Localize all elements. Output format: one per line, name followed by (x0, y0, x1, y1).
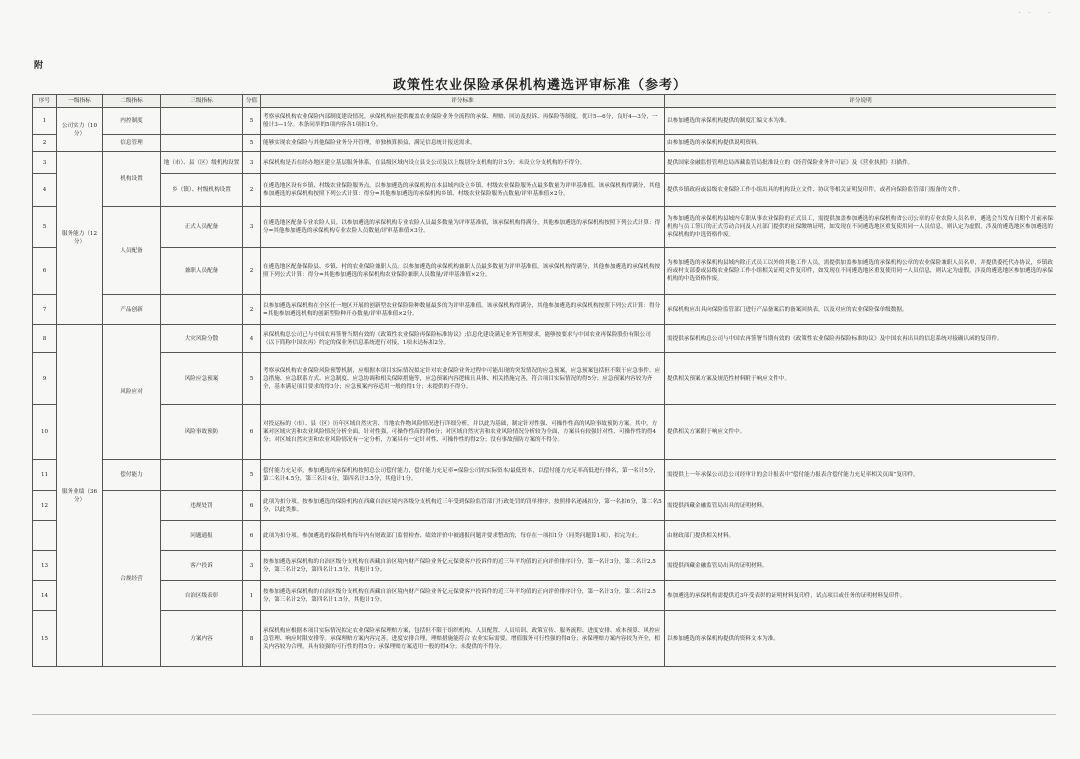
scoring-criteria: 承保机构是否在经办地区建立基层服务体系，在县级区域内设立县支公司及以上级别分支机构的计3分；未设立分支机构的不得分。 (261, 152, 665, 174)
criteria-table-container (32, 94, 1056, 684)
scoring-note: 由财政部门提供相关材料。 (665, 521, 1057, 551)
criteria-table (32, 94, 1056, 667)
header-cell: 评分标准 (261, 95, 665, 108)
scoring-criteria: 承保机构总公司已与中国农再签署当期有效的《政策性农业保险再保险标准协议》;信息化建设满足业务管理要求，能够按要求与中国农业再保险股份有限公司（以下简称中国农再）约定的保业务信息系统进行对接，1项未达标扣2分。 (261, 325, 665, 353)
row-number: 13 (33, 551, 57, 581)
level2-indicator: 人员配备 (103, 207, 161, 295)
table-row (33, 551, 1057, 581)
level3-indicator (161, 460, 243, 491)
scoring-note: 需提供承保机构总公司与中国农再签署当期有效的《政策性农业保险再保险标准协议》及中国农再出具的信息系统对接确认函的复印件。 (665, 325, 1057, 353)
level2-indicator: 信息管理 (103, 135, 161, 152)
table-row (33, 521, 1057, 551)
row-number: 14 (33, 581, 57, 611)
row-number: 10 (33, 405, 57, 460)
level2-indicator: 产品创新 (103, 295, 161, 325)
table-row (33, 581, 1057, 611)
level3-indicator: 问题通报 (161, 521, 243, 551)
header-cell: 三级指标 (161, 95, 243, 108)
scoring-criteria: 在遴选地区配备保险县、乡镇、村的农业保险兼职人员。以参加遴选的承保机构兼职人员最多数量为评审基准值，该承保机构得满分，其他参加遴选的承保机构按照下列公式计算：得分=其他参加遴选的承保机构农业保险兼职人员数量/评审基准值×2分。 (261, 248, 665, 295)
level3-indicator: 兼职人员配备 (161, 248, 243, 295)
level3-indicator: 自治区级表彰 (161, 581, 243, 611)
level2-indicator: 偿付能力 (103, 460, 161, 491)
header-cell: 评分说明 (665, 95, 1057, 108)
scoring-note: 需提供上一年承保公司总公司经审计的会计报表中“偿付能力报表含偿付能力充足率相关页面”复印件。 (665, 460, 1057, 491)
score-value: 3 (243, 207, 261, 248)
level3-indicator: 风险事故预防 (161, 405, 243, 460)
row-number: 1 (33, 108, 57, 135)
table-row (33, 325, 1057, 353)
level2-indicator: 内控制度 (103, 108, 161, 135)
level3-indicator: 违规处罚 (161, 491, 243, 521)
scoring-criteria: 承保机构应根据本项目实际情况拟定农业保险承保理赔方案，包括但不限于组织机构、人员配置、人员培训、政策宣传、服务流程、进度安排、成本预算、风控应急管理、响应时限安排等。承保理赔方案内容完善，进度安排合理，理赔措施能符合 农业实际需要，增值服务可行性强的得8分；承保理赔方案内容较为齐全，相关内容较为合理，具有较强的可行性的得5分；承保理赔方案适用一般的得4分；未提供的不得分。 (261, 611, 665, 667)
scoring-note: 为参加遴选的承保机构县域内专职从事农业保险的正式员工，需提供加盖参加遴选的承保机构省公司公章的专业农险人员名单，遴选会当发布日期个月前承保机构与员工签订的正式劳动合同及人社部门提供的社保缴纳证明，如发现在不同遴选地区重复使用同一人员信息，则认定为虚假，涉及的遴选地区参加遴选的承保机构的中选资格作废。 (665, 207, 1057, 248)
score-value: 2 (243, 174, 261, 207)
row-number: 12 (33, 491, 57, 521)
level3-indicator (161, 135, 243, 152)
table-row (33, 460, 1057, 491)
level3-indicator (161, 108, 243, 135)
table-row (33, 491, 1057, 521)
scoring-criteria: 能够实现农业保险与其他保险业务分开管理，单独核算损益，满足信息统计报送需求。 (261, 135, 665, 152)
scoring-criteria: 考察承保机构农业保险内部制度建设情况。承保机构应提供覆盖农业保险业务全流程的承保、理赔、回访及投诉、再保险等制度。优计5—6分，良好4—3分，一般计3—1分。本条同举的5项内容各1项扣1分。 (261, 108, 665, 135)
level1-indicator: 服务业绩（36分） (57, 325, 103, 667)
table-row (33, 353, 1057, 405)
level3-indicator: 客户投诉 (161, 551, 243, 581)
scoring-criteria: 此项为扣分项。参加遴选的保险机构每年内有财政部门监督检查、绩效评价中被通报问题并要求整改的，每存在一项扣1分（同类问题算1项），扣完为止。 (261, 521, 665, 551)
score-value: 2 (243, 248, 261, 295)
level3-indicator: 乡（镇）、村级机构设置 (161, 174, 243, 207)
row-number: 4 (33, 174, 57, 207)
level1-indicator: 服务能力（12分） (57, 152, 103, 325)
level2-indicator: 机构设置 (103, 152, 161, 207)
scoring-criteria: 考察承保机构农业保险风险预警机制，应根据本项目实际情况拟定针对农业保险业务过程中可能出现的突发情况的应急预案，应急预案包括但不限于应急事件、应急措施、应急联系方式、应急制度、应急协调和相关保障措施等，应急预案内容逻辑且具体、相关措施完善，符合项目实际情况的得5分；应急预案内容较为齐全，基本满足项目要求的得3分；应急预案内容适用一般的得1分；未提供的不得分。 (261, 353, 665, 405)
scoring-note: 提供相关预案方案及规范性材料附于响应文件中。 (665, 353, 1057, 405)
table-row (33, 152, 1057, 174)
score-value: 5 (243, 353, 261, 405)
scoring-note: 提供相关方案附于响应文件中。 (665, 405, 1057, 460)
score-value: 2 (243, 295, 261, 325)
level3-indicator: 正式人员配备 (161, 207, 243, 248)
score-value: 5 (243, 108, 261, 135)
score-value: 5 (243, 135, 261, 152)
row-number: 3 (33, 152, 57, 174)
header-cell: 序号 (33, 95, 57, 108)
scoring-note: 提供乡镇政府或县级农业保险工作小组出具的机构设立文件、协议等相关证明复印件，或者向保险监管部门报备的文件。 (665, 174, 1057, 207)
table-row (33, 405, 1057, 460)
scoring-note: 参加遴选的承保机构需提供近3年受表彰的证明材料复印件，试点项目或任务的证明材料复印件。 (665, 581, 1057, 611)
score-value: 4 (243, 325, 261, 353)
score-value: 1 (243, 581, 261, 611)
row-number: 8 (33, 325, 57, 353)
row-number: 2 (33, 135, 57, 152)
table-row (33, 611, 1057, 667)
scoring-note: 需提供西藏金融监管局出具的证明材料。 (665, 491, 1057, 521)
annex-label: 附 (34, 61, 44, 71)
scoring-note: 以参加遴选的承保机构提供的资料文本为准。 (665, 611, 1057, 667)
table-row (33, 135, 1057, 152)
header-cell: 一级指标 (57, 95, 103, 108)
header-cell: 二级指标 (103, 95, 161, 108)
scoring-criteria: 按参加遴选承保机构的自治区级分支机构在西藏自治区境内财产保险业务亿元保费客户投诉件的近三年平均值的正向评价排序计分，第一名计3分，第二名计2.5分，第三名计2分，第四名计1.5分，其他计1分。 (261, 581, 665, 611)
document-title: 政策性农业保险承保机构遴选评审标准（参考） (392, 78, 687, 93)
level2-indicator: 合规经营 (103, 491, 161, 667)
scoring-criteria: 对投运标的（市）、县（区）历年区域自然灾害、当地农作物风险情况进行详细分析，并以此为基础，制定针对性强、可操作性高的风险事故预防方案。其中，方案对区域灾害和农业风险情况分析全面，针对性强，可操作性高的得6分；对区域自然灾害和农业风险情况分析较为全面，方案具有较强针对性、可操作性的得4分；对区域自然灾害和农业风险情况有一定分析，方案具有一定针对性、可操作性的得2分；没有事故预防方案的不得分。 (261, 405, 665, 460)
row-number: 9 (33, 353, 57, 405)
scoring-note: 由参加遴选的承保机构提供说明资料。 (665, 135, 1057, 152)
scoring-criteria: 在遴选地区配备专业农险人员。以参加遴选的承保机构专业农险人员最多数量为评审基准值，该承保机构得满分，其他参加遴选的承保机构按照下列公式计算：得分=其他参加遴选的承保机构专业农险人员数量/评审基准值×3分。 (261, 207, 665, 248)
score-value: 6 (243, 405, 261, 460)
row-number (33, 521, 57, 551)
scoring-note: 承保机构应出具向保险监管部门进行产品备案后的备案回执表，以及对应的农业保险保单级数据。 (665, 295, 1057, 325)
scoring-criteria: 偿付能力充足率，参加遴选的承保机构按照总公司偿付能力，偿付能力充足率=保险公司的实际资本/最低资本，以偿付能力充足率高低进行排名，第一名计5分，第二名计4.5分，第三名计4分，第四名计3.5分，其他计1分。 (261, 460, 665, 491)
scoring-criteria: 在遴选地区设有乡镇、村级农业保险服务点。以参加遴选的承保机构在本县域内设立乡镇、村级农业保险服务点最多数量为评审基准值，该承保机构得满分，其他参加遴选的承保机构按照下列公式计算：得分=其他参加遴选的承保机构乡镇、村级农业保险服务点数量/评审基准值×2分。 (261, 174, 665, 207)
scoring-note: 提供国家金融监督管理总局西藏监管局批准设立的《经营保险业务许可证》及《营业执照》扫描件。 (665, 152, 1057, 174)
level3-indicator: 风险应急预案 (161, 353, 243, 405)
page-number-mark: ·· · (1018, 10, 1058, 17)
level1-indicator: 公司实力（10分） (57, 108, 103, 152)
score-value: 3 (243, 551, 261, 581)
table-row (33, 108, 1057, 135)
score-value: 6 (243, 521, 261, 551)
row-number: 11 (33, 460, 57, 491)
table-row (33, 174, 1057, 207)
row-number: 15 (33, 611, 57, 667)
level3-indicator (161, 295, 243, 325)
table-header-row (33, 95, 1057, 108)
row-number: 6 (33, 248, 57, 295)
row-number: 7 (33, 295, 57, 325)
score-value: 5 (243, 460, 261, 491)
table-row (33, 248, 1057, 295)
score-value: 3 (243, 152, 261, 174)
scoring-criteria: 以参加遴选承保机构在全区任一地区开展的创新型农业保险险种数量最多的为评审基准值，该承保机构得满分，其他参加遴选的承保机构按照下列公式计算：得分=其他参加遴选机构的创新型险种开办数量/评审基准值×2分。 (261, 295, 665, 325)
score-value: 6 (243, 491, 261, 521)
page-bottom-rule (32, 714, 1056, 715)
level3-indicator: 大灾风险分散 (161, 325, 243, 353)
scoring-note: 为参加遴选的承保机构县域内除正式员工以外的其他工作人员，需提供加盖参加遴选的承保机构公章的农业保险兼职人员名单，并提供委托代办协议，乡镇政府或村支部委或县级农业保险工作小组相关证明文件复印件，如发现在不同遴选地区重复使用同一人员信息，则认定为虚假，涉及的遴选地区参加遴选的承保机构的中选资格作废。 (665, 248, 1057, 295)
level3-indicator: 地（市）、县（区）级机构设置 (161, 152, 243, 174)
header-cell: 分值 (243, 95, 261, 108)
row-number: 5 (33, 207, 57, 248)
scoring-note: 需提供西藏金融监管局出具的证明材料。 (665, 551, 1057, 581)
table-row (33, 207, 1057, 248)
scoring-note: 以参加遴选的承保机构提供的制度汇编文本为准。 (665, 108, 1057, 135)
level2-indicator: 风险应对 (103, 325, 161, 460)
score-value: 8 (243, 611, 261, 667)
table-row (33, 295, 1057, 325)
scoring-criteria: 此项为扣分项。按参加遴选的保险机构在西藏自治区境内各级分支机构近三年受到保险监管部门行政处罚的罚单排序，按照排名递减扣分，第一名扣6分，第二名5分，以此类推。 (261, 491, 665, 521)
level3-indicator: 方案内容 (161, 611, 243, 667)
scoring-criteria: 按参加遴选承保机构的自治区级分支机构在西藏自治区境内财产保险业务亿元保费客户投诉件的近三年平均值的正向评价排序计分，第一名计3分，第二名计2.5分，第三名计2分，第四名计1.5分，其他计1分。 (261, 551, 665, 581)
